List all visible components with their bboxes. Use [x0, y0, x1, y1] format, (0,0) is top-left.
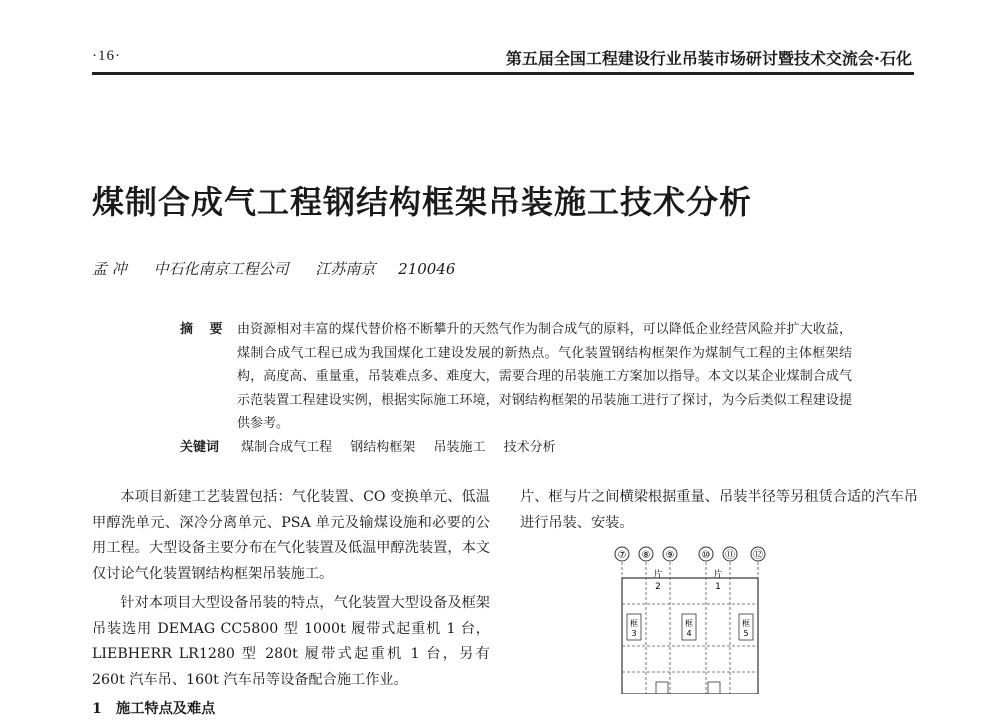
frame-label-top: 框 — [742, 619, 750, 628]
axis-bubble — [639, 547, 653, 561]
keyword: 技术分析 — [503, 440, 556, 455]
frame-label-top: 框 — [685, 619, 693, 628]
frame-layout-diagram — [598, 542, 798, 694]
axis-label: ⑦ — [617, 550, 627, 561]
abstract-label: 摘 要 — [180, 322, 229, 337]
axis-bubble — [663, 547, 677, 561]
frame-mark — [627, 614, 641, 640]
author-line — [92, 258, 477, 279]
section-heading: 1 施工特点及难点 — [92, 701, 216, 717]
body-left-column — [92, 485, 490, 723]
axis-label: ⑪ — [725, 550, 735, 561]
piece-label-number: 2 — [655, 582, 661, 592]
axis-bubble — [723, 547, 737, 561]
author-name: 孟 冲 — [92, 260, 127, 278]
frame-label-number: 5 — [743, 629, 749, 638]
abstract-text: 由资源相对丰富的煤代替价格不断攀升的天然气作为制合成气的原料，可以降低企业经营风险并扩大收益，煤制合成气工程已成为我国煤化工建设发展的新热点。气化装置钢结构框架作为煤制气工程的主体框架结构，高度高、重量重，吊装难点多、难度大，需要合理的吊装施工方案加以指导。本文以某企业煤制合成气示范装置工程建设实例，根据实际施工环境，对钢结构框架的吊装施工进行了探讨，为今后类似工程建设提供参考。 — [237, 322, 852, 431]
paper-title: 煤制合成气工程钢结构框架吊装施工技术分析 — [92, 183, 753, 221]
author-city: 江苏南京 — [315, 260, 376, 278]
frame-label-number: 3 — [631, 629, 637, 638]
piece-label-top: 片 — [653, 570, 663, 580]
piece-mark — [648, 568, 668, 594]
keywords-label: 关键词 — [180, 440, 220, 455]
piece-mark — [708, 568, 728, 594]
header-rule — [92, 72, 914, 75]
axis-bubble — [615, 547, 629, 561]
frame-layout-figure — [598, 542, 798, 694]
abstract — [180, 318, 852, 436]
axis-label: ⑨ — [665, 550, 675, 561]
frame-mark-partial — [656, 682, 668, 694]
keyword: 钢结构框架 — [350, 440, 416, 455]
page-number: ·16· — [92, 48, 121, 64]
axis-label: ⑧ — [641, 550, 651, 561]
frame-label-top: 框 — [630, 619, 638, 628]
axis-bubble — [751, 547, 765, 561]
author-postcode: 210046 — [398, 260, 456, 278]
keywords — [180, 436, 852, 455]
frame-mark — [739, 614, 753, 640]
axis-bubble — [699, 547, 713, 561]
body-paragraph: 本项目新建工艺装置包括：气化装置、CO 变换单元、低温甲醇洗单元、深冷分离单元、PSA 单元及输煤设施和必要的公用工程。大型设备主要分布在气化装置及低温甲醇洗装置，本文仅讨论气化装置钢结构框架吊装施工。 — [92, 489, 490, 582]
piece-label-top: 片 — [713, 570, 723, 580]
running-title: 第五届全国工程建设行业吊装市场研讨暨技术交流会·石化 — [505, 49, 912, 68]
piece-label-number: 1 — [715, 582, 721, 592]
axis-label: ⑩ — [701, 550, 711, 561]
author-affiliation: 中石化南京工程公司 — [153, 260, 289, 278]
body-paragraph: 针对本项目大型设备吊装的特点，气化装置大型设备及框架吊装选用 DEMAG CC5800 型 1000t 履带式起重机 1 台，LIEBHERR LR1280 型 280t 履带式起重机 1 台，另有 260t 汽车吊、160t 汽车吊等设备配合施工作业。 — [92, 595, 490, 688]
keyword: 吊装施工 — [433, 440, 486, 455]
body-paragraph: 片、框与片之间横梁根据重量、吊装半径等另租赁合适的汽车吊进行吊装、安装。 — [520, 489, 918, 531]
axis-label: ⑫ — [753, 550, 763, 561]
frame-label-number: 4 — [686, 629, 692, 638]
body-right-column — [520, 485, 918, 540]
frame-mark-partial — [708, 682, 720, 694]
keyword: 煤制合成气工程 — [241, 440, 333, 455]
frame-mark — [682, 614, 696, 640]
